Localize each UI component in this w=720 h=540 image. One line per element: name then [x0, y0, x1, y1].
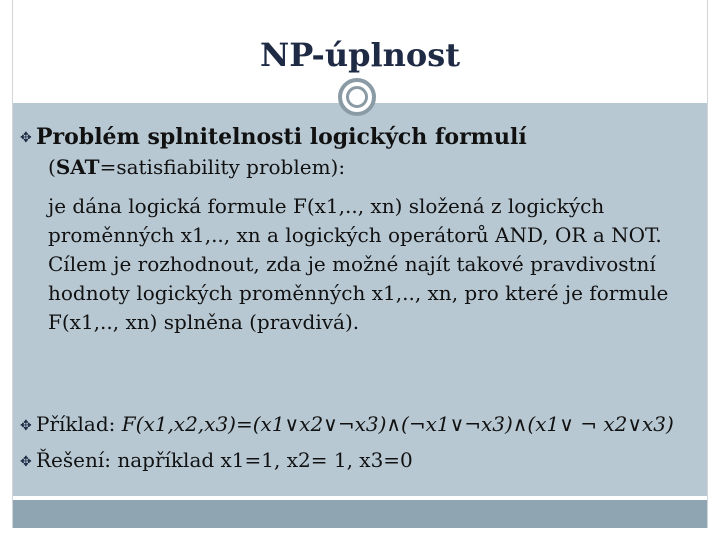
para-line-5: F(x1,.., xn) splněna (pravdivá).: [48, 310, 360, 334]
slide-title: NP-úplnost: [259, 36, 461, 74]
bullet-icon: ✥: [20, 130, 32, 146]
example-formula: F(x1,x2,x3)=(x1∨x2∨¬x3)∧(¬x1∨¬x3)∧(x1∨ ¬ x2∨x3): [121, 412, 674, 436]
problem-description: [48, 192, 698, 337]
para-line-4: hodnoty logických proměnných x1,.., xn, pro které je formule: [48, 281, 669, 305]
problem-subtitle: (SAT=satisfiability problem):: [48, 155, 346, 179]
sat-label: SAT: [55, 155, 100, 179]
para-line-2: proměnných x1,.., xn a logických operátorů AND, OR a NOT.: [48, 223, 662, 247]
para-line-1: je dána logická formule F(x1,.., xn) složená z logických: [48, 194, 605, 218]
bottom-band: [13, 500, 707, 528]
example: [36, 412, 674, 436]
example-label: Příklad:: [36, 412, 116, 436]
para-line-3: Cílem je rozhodnout, zda je možné najít takové pravdivostní: [48, 252, 656, 276]
heading: Problém splnitelnosti logických formulí: [36, 124, 527, 150]
bullet-icon: ✥: [20, 418, 32, 434]
solution: Řešení: například x1=1, x2= 1, x3=0: [36, 448, 413, 472]
bullet-icon: ✥: [20, 454, 32, 470]
ring-ornament-icon: [338, 78, 376, 116]
